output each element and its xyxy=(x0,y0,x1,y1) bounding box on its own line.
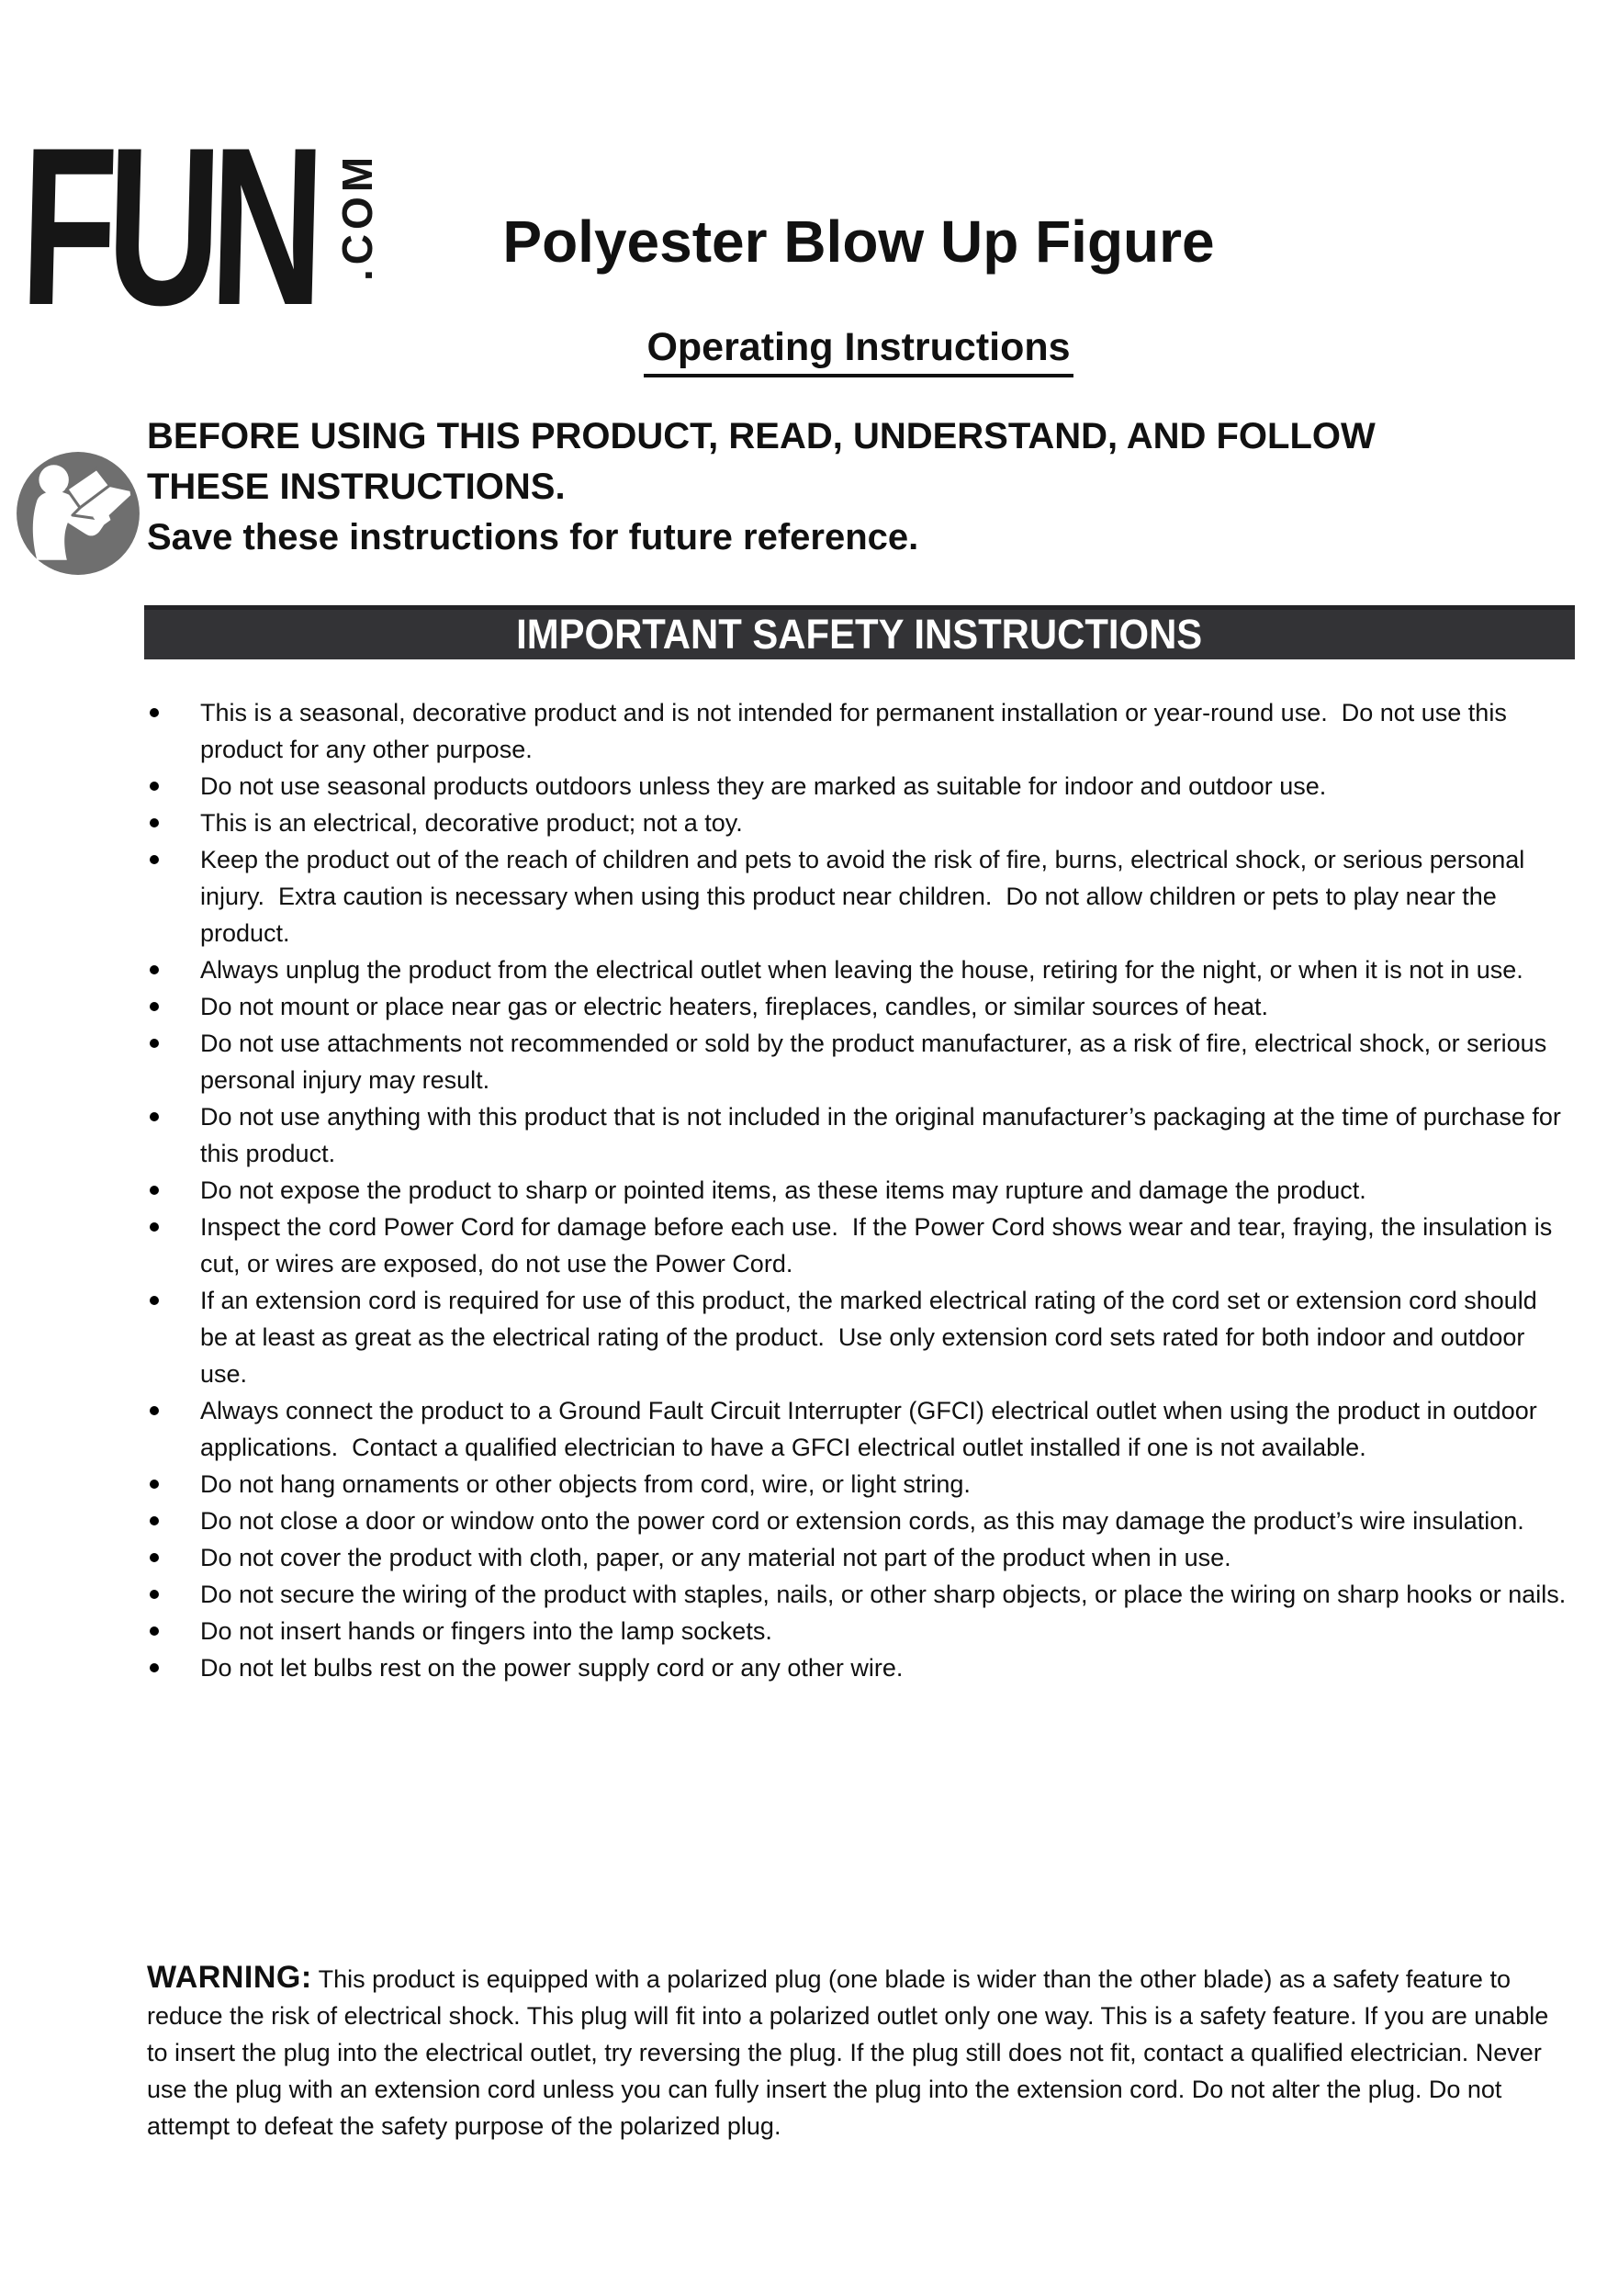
safety-bullet: This is a seasonal, decorative product and is not intended for permanent installation or year-round use. Do not use this product for any other purpose. xyxy=(147,694,1568,768)
subtitle-row xyxy=(147,325,1570,377)
safety-bullet: Do not let bulbs rest on the power supply cord or any other wire. xyxy=(147,1649,1568,1686)
safety-bullet: Do not use attachments not recommended or sold by the product manufacturer, as a risk of fire, electrical shock, or serious personal injury may result. xyxy=(147,1025,1568,1098)
safety-bullet: Inspect the cord Power Cord for damage before each use. If the Power Cord shows wear and tear, fraying, the insulation is cut, or wires are exposed, do not use the Power Cord. xyxy=(147,1209,1568,1282)
safety-bullet: This is an electrical, decorative product; not a toy. xyxy=(147,805,1568,841)
safety-bullet: Do not close a door or window onto the power cord or extension cords, as this may damage the product’s wire insulation. xyxy=(147,1503,1568,1539)
page-title: Polyester Blow Up Figure xyxy=(502,208,1215,275)
notice-line-1: BEFORE USING THIS PRODUCT, READ, UNDERSTAND, AND FOLLOW xyxy=(147,416,1376,456)
read-manual-icon-svg xyxy=(13,448,143,579)
safety-bullet-list xyxy=(147,694,1568,1686)
safety-bullet: Keep the product out of the reach of children and pets to avoid the risk of fire, burns, electrical shock, or serious personal injury. Extra caution is necessary when using this product near children. Do not allow children or pets to play near the product. xyxy=(147,841,1568,951)
notice-line-2: THESE INSTRUCTIONS. xyxy=(147,467,566,507)
read-manual-icon xyxy=(13,448,143,579)
title-block xyxy=(147,208,1570,377)
logo-com-text: .COM xyxy=(333,152,381,282)
warning-label: WARNING: xyxy=(147,1960,312,1995)
safety-bullet: Do not use anything with this product that is not included in the original manufacturer’s packaging at the time of purchase for this product. xyxy=(147,1098,1568,1172)
safety-banner-title: IMPORTANT SAFETY INSTRUCTIONS xyxy=(516,611,1203,658)
safety-bullet: Do not use seasonal products outdoors unless they are marked as suitable for indoor and outdoor use. xyxy=(147,768,1568,805)
safety-bullet: If an extension cord is required for use of this product, the marked electrical rating of the cord set or extension cord should be at least as great as the electrical rating of the product. Use only extension cord sets rated for both indoor and outdoor use. xyxy=(147,1282,1568,1392)
notice-block xyxy=(147,411,1497,563)
safety-bullet: Always connect the product to a Ground Fault Circuit Interrupter (GFCI) electrical outlet when using the product in outdoor applications. Contact a qualified electrician to have a GFCI electrical outlet installed if one is not available. xyxy=(147,1392,1568,1466)
safety-bullet: Do not cover the product with cloth, paper, or any material not part of the product when in use. xyxy=(147,1539,1568,1576)
safety-bullet: Do not hang ornaments or other objects from cord, wire, or light string. xyxy=(147,1466,1568,1503)
warning-paragraph xyxy=(147,1959,1568,2144)
safety-bullet: Always unplug the product from the electrical outlet when leaving the house, retiring for the night, or when it is not in use. xyxy=(147,951,1568,988)
warning-text: This product is equipped with a polarized plug (one blade is wider than the other blade) as a safety feature to reduce the risk of electrical shock. This plug will fit into a polarized outlet only one way. This is a safety feature. If you are unable to insert the plug into the electrical outlet, try reversing the plug. If the plug still does not fit, contact a qualified electrician. Never use the plug with an extension cord unless you can fully insert the plug into the extension cord. Do not alter the plug. Do not attempt to defeat the safety purpose of the polarized plug. xyxy=(147,1965,1556,2140)
notice-line-3: Save these instructions for future reference. xyxy=(147,517,919,557)
safety-banner xyxy=(144,605,1575,659)
safety-bullet: Do not expose the product to sharp or pointed items, as these items may rupture and damage the product. xyxy=(147,1172,1568,1209)
logo-fun-text: FUN xyxy=(17,100,318,352)
page-subtitle: Operating Instructions xyxy=(644,325,1073,377)
safety-bullet: Do not insert hands or fingers into the lamp sockets. xyxy=(147,1613,1568,1649)
safety-bullet: Do not mount or place near gas or electric heaters, fireplaces, candles, or similar sources of heat. xyxy=(147,988,1568,1025)
safety-bullet: Do not secure the wiring of the product with staples, nails, or other sharp objects, or place the wiring on sharp hooks or nails. xyxy=(147,1576,1568,1613)
